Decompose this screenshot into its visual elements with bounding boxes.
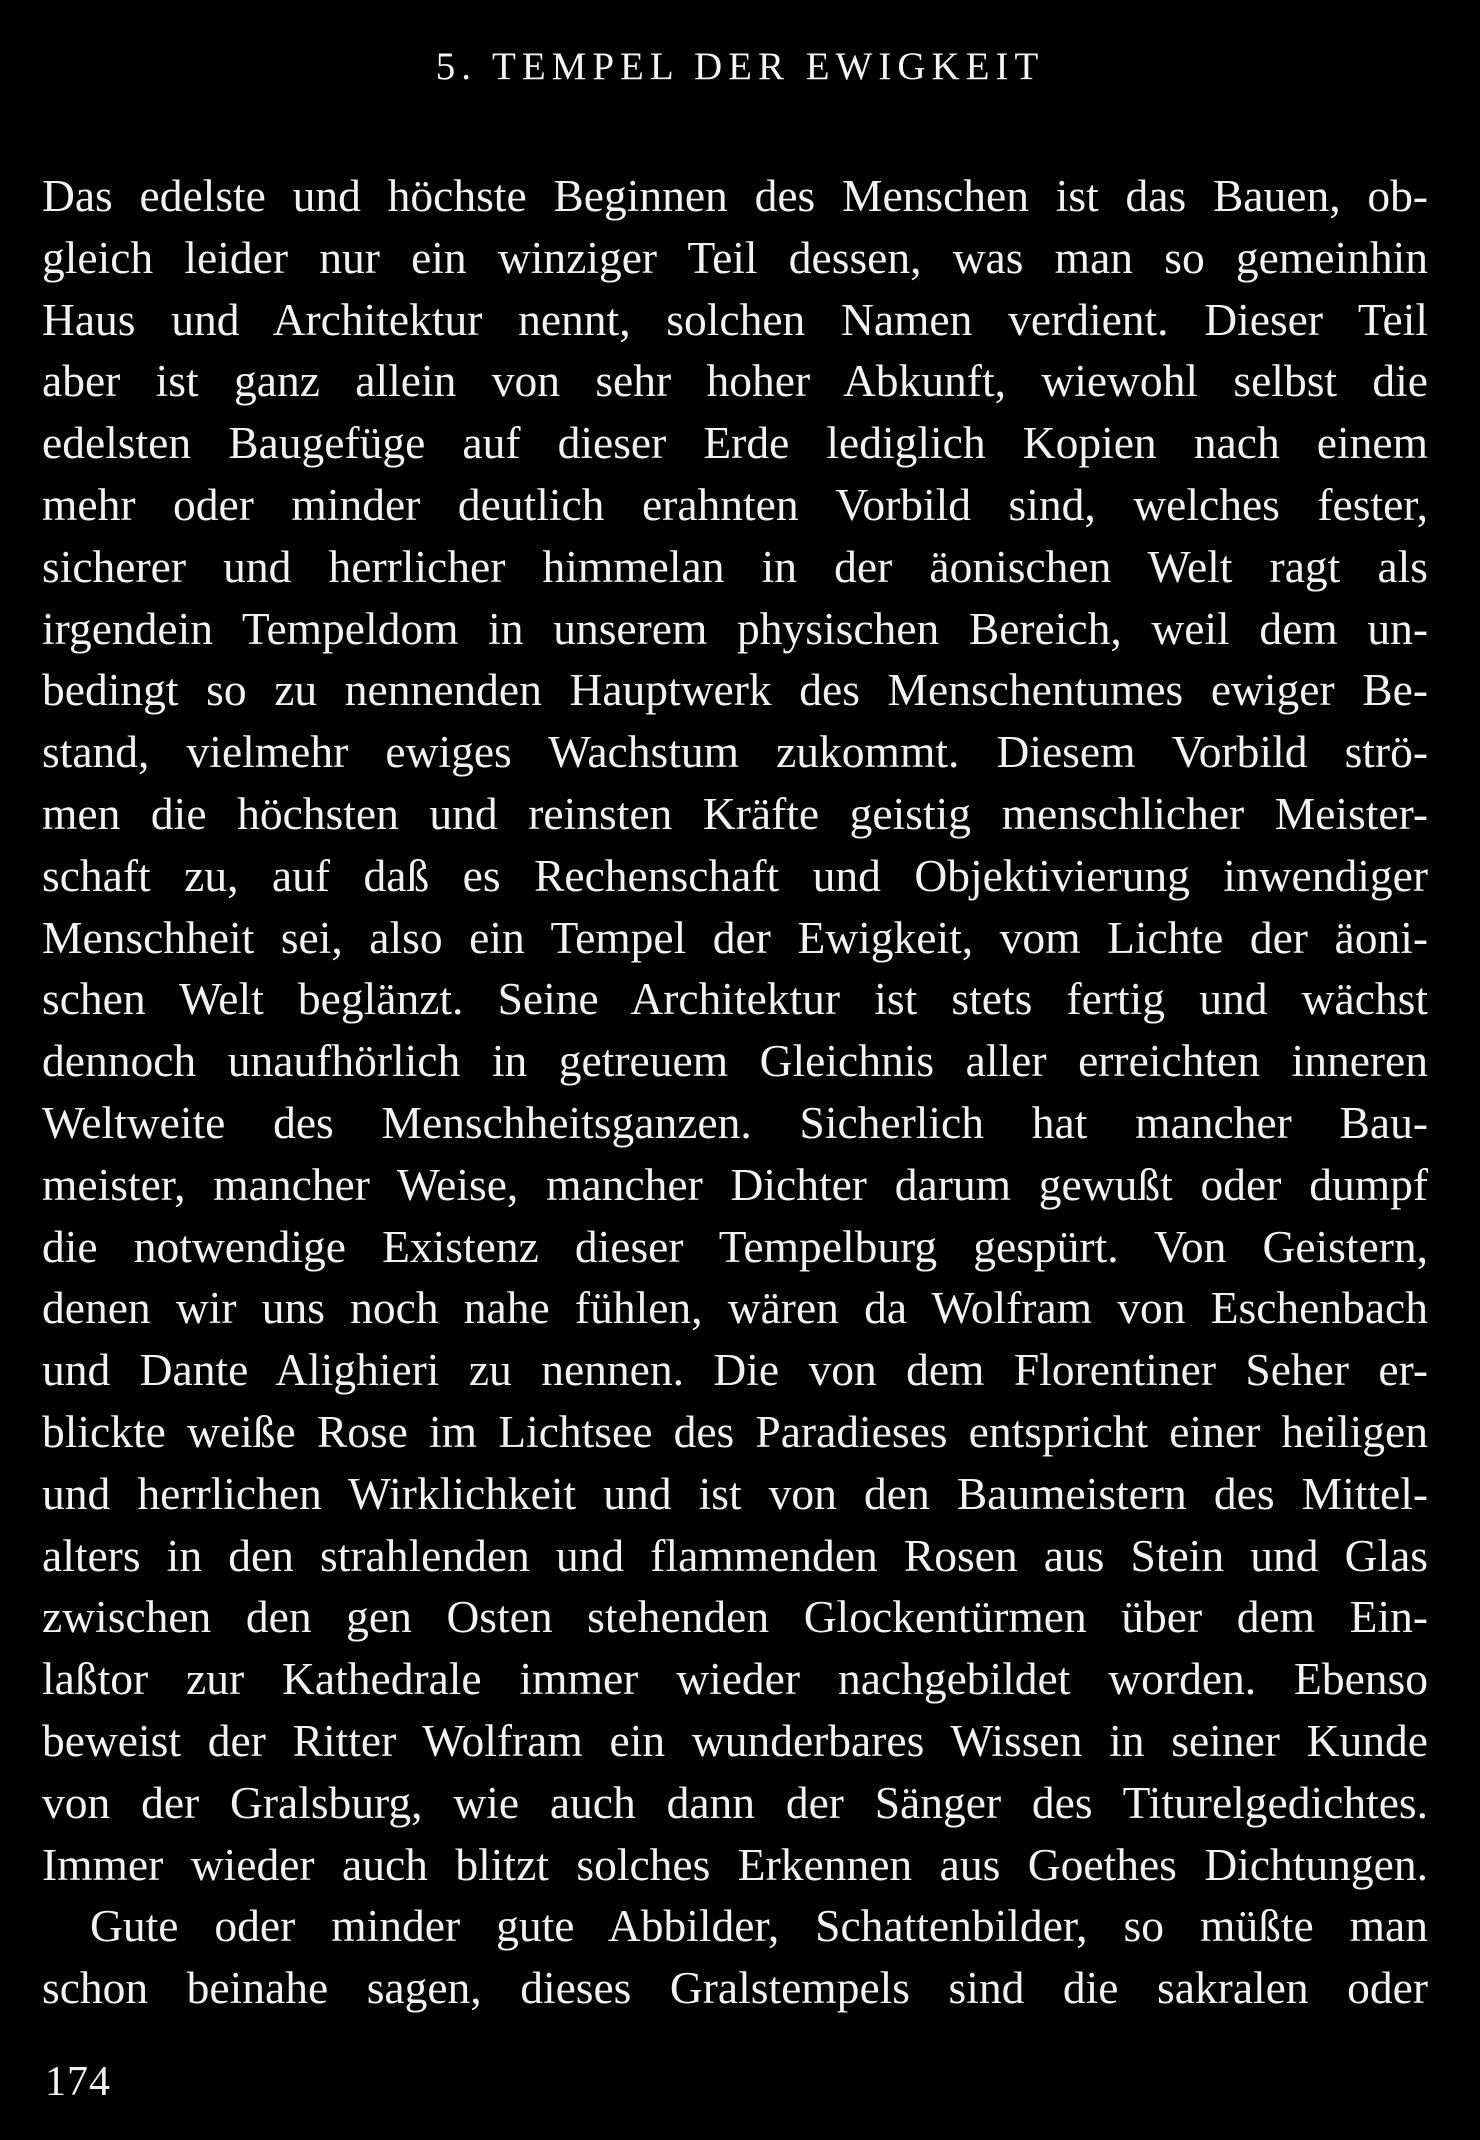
text-line: schaft zu, auf daß es Rechenschaft und Objektivierung inwendiger (42, 849, 1428, 901)
body-text (42, 165, 1428, 2019)
text-line: mehr oder minder deutlich erahnten Vorbild sind, welches fester, (42, 478, 1428, 530)
text-line: und Dante Alighieri zu nennen. Die von dem Florentiner Seher er- (42, 1344, 1428, 1396)
text-line: bedingt so zu nennenden Hauptwerk des Menschentumes ewiger Be- (42, 664, 1428, 716)
text-line: dennoch unaufhörlich in getreuem Gleichnis aller erreichten inneren (42, 1035, 1428, 1087)
text-line: gleich leider nur ein winziger Teil dessen, was man so gemeinhin (42, 231, 1428, 283)
chapter-title: 5. TEMPEL DER EWIGKEIT (435, 45, 1045, 88)
text-line: schen Welt beglänzt. Seine Architektur ist stets fertig und wächst (42, 973, 1428, 1025)
text-line: men die höchsten und reinsten Kräfte geistig menschlicher Meister- (42, 787, 1428, 839)
text-line: schon beinahe sagen, dieses Gralstempels sind die sakralen oder (42, 1962, 1428, 2014)
text-line: die notwendige Existenz dieser Tempelburg gespürt. Von Geistern, (42, 1220, 1428, 1272)
text-line: Gute oder minder gute Abbilder, Schattenbilder, so müßte man (90, 1900, 1428, 1952)
page-number: 174 (45, 2059, 111, 2105)
text-line: irgendein Tempeldom in unserem physischen Bereich, weil dem un- (42, 602, 1428, 654)
text-line: Menschheit sei, also ein Tempel der Ewigkeit, vom Lichte der äoni- (42, 911, 1428, 963)
text-line: Das edelste und höchste Beginnen des Menschen ist das Bauen, ob- (42, 170, 1428, 221)
text-line: von der Gralsburg, wie auch dann der Sänger des Titurelgedichtes. (42, 1776, 1428, 1828)
text-line: Weltweite des Menschheitsganzen. Sicherlich hat mancher Bau- (42, 1096, 1428, 1148)
text-line: alters in den strahlenden und flammenden Rosen aus Stein und Glas (42, 1529, 1428, 1581)
text-line: denen wir uns noch nahe fühlen, wären da Wolfram von Eschenbach (42, 1282, 1428, 1334)
text-line: beweist der Ritter Wolfram ein wunderbares Wissen in seiner Kunde (42, 1714, 1428, 1766)
text-line: sicherer und herrlicher himmelan in der äonischen Welt ragt als (42, 540, 1428, 592)
text-line: Immer wieder auch blitzt solches Erkennen aus Goethes Dichtungen. (42, 1838, 1428, 1890)
text-line: Haus und Architektur nennt, solchen Namen verdient. Dieser Teil (42, 293, 1428, 345)
text-line: laßtor zur Kathedrale immer wieder nachgebildet worden. Ebenso (42, 1653, 1428, 1705)
text-line: und herrlichen Wirklichkeit und ist von den Baumeistern des Mittel- (42, 1467, 1428, 1519)
text-line: blickte weiße Rose im Lichtsee des Paradieses entspricht einer heiligen (42, 1405, 1428, 1457)
text-line: zwischen den gen Osten stehenden Glockentürmen über dem Ein- (42, 1591, 1428, 1643)
text-line: meister, mancher Weise, mancher Dichter darum gewußt oder dumpf (42, 1158, 1428, 1210)
text-line: aber ist ganz allein von sehr hoher Abkunft, wiewohl selbst die (42, 355, 1428, 407)
text-line: stand, vielmehr ewiges Wachstum zukommt. Diesem Vorbild strö- (42, 726, 1428, 778)
text-line: edelsten Baugefüge auf dieser Erde lediglich Kopien nach einem (42, 417, 1428, 469)
